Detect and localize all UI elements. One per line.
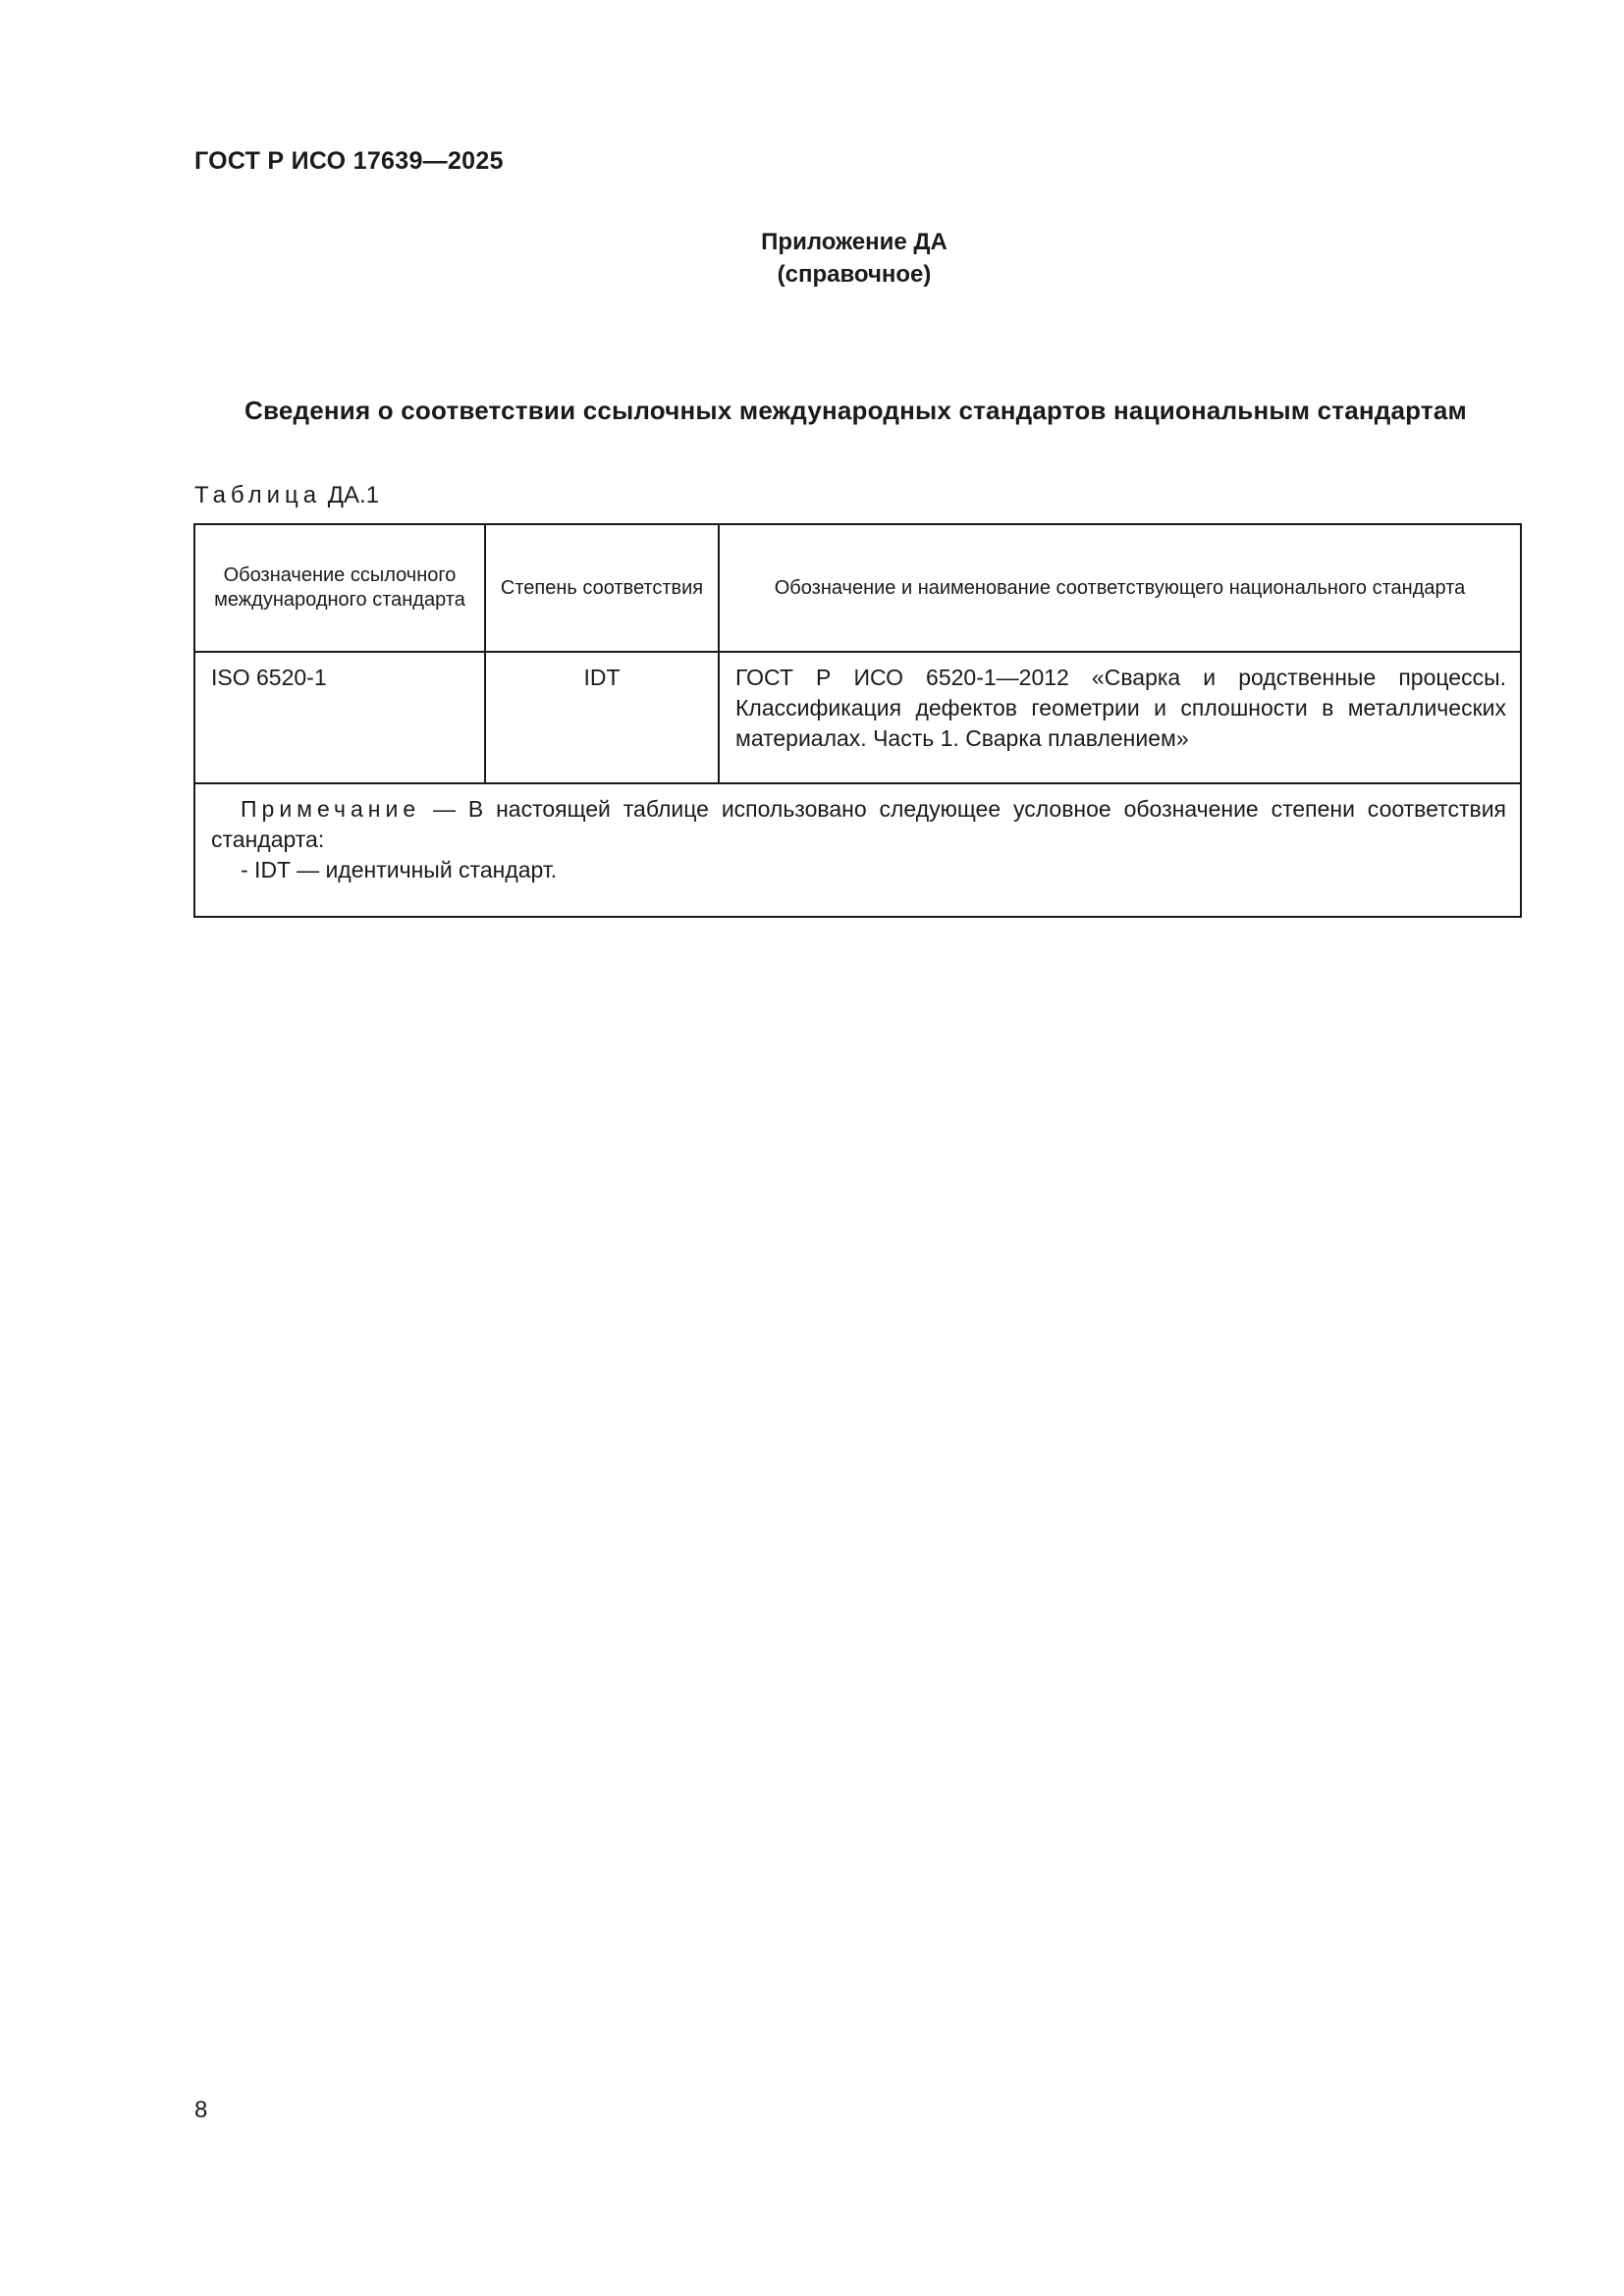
table-note-cell: [194, 783, 1521, 917]
degree-cell: IDT: [485, 652, 719, 783]
note-item: - IDT — идентичный стандарт.: [241, 857, 558, 882]
table-header-cell: Степень соответствия: [485, 524, 719, 652]
correspondence-table: [193, 523, 1522, 918]
appendix-title: Приложение ДА: [761, 229, 947, 255]
section-title: Сведения о соответствии ссылочных международных стандартов национальным стандартам: [244, 396, 1467, 425]
national-standard-cell: ГОСТ Р ИСО 6520-1—2012 «Сварка и родственные процессы. Классификация дефектов геометрии и сплошности в металлических материалах. Часть 1. Сварка плавлением»: [719, 652, 1521, 783]
table-caption: [194, 482, 379, 509]
appendix-heading: [0, 226, 1624, 291]
table-header-cell: Обозначение ссылочного международного стандарта: [194, 524, 485, 652]
document-code: ГОСТ Р ИСО 17639—2025: [194, 147, 504, 175]
table-caption-number: ДА.1: [327, 482, 380, 508]
page-number: 8: [194, 2097, 208, 2123]
table-note-row: [194, 783, 1521, 917]
table-row: [194, 652, 1521, 783]
reference-standard-cell: ISO 6520-1: [194, 652, 485, 783]
note-label: Примечание: [241, 796, 421, 822]
table-header-cell: Обозначение и наименование соответствующего национального стандарта: [719, 524, 1521, 652]
table-caption-word: Таблица: [194, 482, 322, 508]
table-header-row: [194, 524, 1521, 652]
appendix-subtitle: (справочное): [777, 261, 932, 288]
note-text: — В настоящей таблице использовано следующее условное обозначение степени соответствия стандарта:: [211, 796, 1506, 852]
